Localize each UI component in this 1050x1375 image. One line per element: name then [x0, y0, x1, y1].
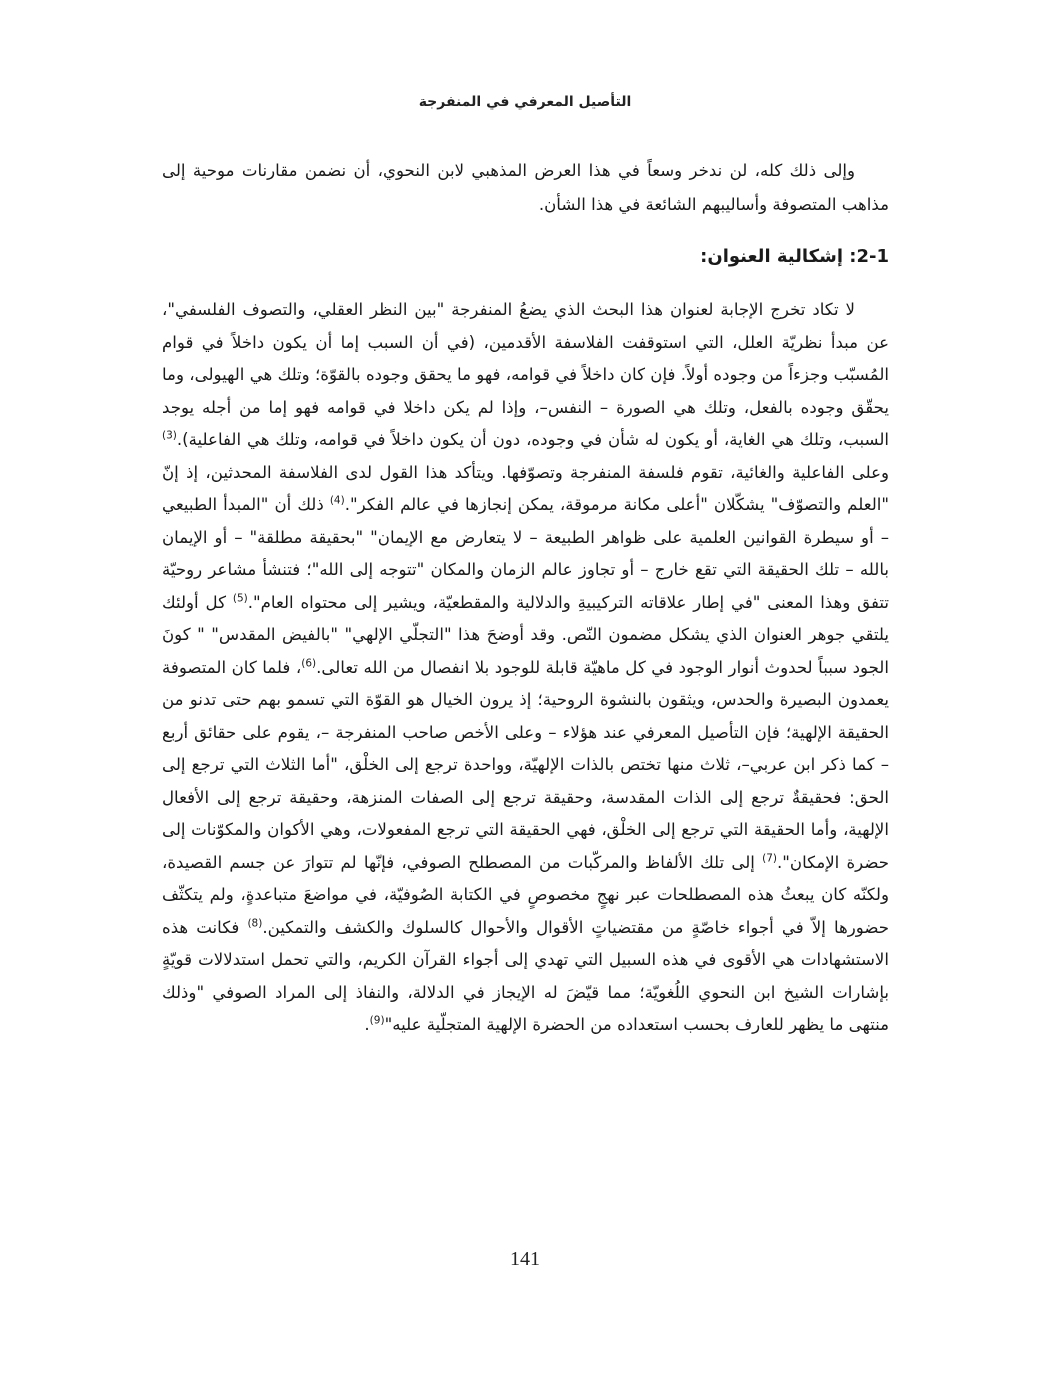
paragraph-text: كل أولئك يلتقي جوهر العنوان الذي يشكل مضمون النّص. وقد أوضحَ هذا "التجلّي الإلهي" "بالفيض المقدس" " كونَ الجود سبباً لحدوث أنوار الوجود في كل ماهيّة قابلة للوجود بلا انفصال من الله تعالى. — [162, 592, 889, 677]
footnote-ref-7[interactable]: (7) — [762, 851, 777, 864]
footnote-ref-3[interactable]: (3) — [162, 429, 177, 442]
section-heading: 2-1: إشكالية العنوان: — [700, 246, 889, 267]
paragraph-text: إلى تلك الألفاظ والمركّبات من المصطلح الصوفي، فإنّها لم تتوارَ عن جسم القصيدة، ولكنّه كان يبعثُ هذه المصطلحات عبر نهجٍ مخصوصٍ في الكتابة الصُوفيّة، في مواضعَ متباعدةٍ، ولم يتكثّف حضورها إلاّ في أجواء خاصّةٍ من مقتضياتٍ الأقوال والأحوال كالسلوك والكشف والتمكين. — [162, 852, 889, 937]
intro-section — [162, 154, 889, 222]
footnote-ref-6[interactable]: (6) — [301, 656, 317, 669]
intro-paragraph: وإلى ذلك كله، لن ندخر وسعاً في هذا العرض المذهبي لابن النحوي، أن نضمن مقارنات موحية إلى مذاهب المتصوفة وأساليبهم الشائعة في هذا الشأن. — [162, 161, 889, 214]
footnote-ref-4[interactable]: (4) — [329, 494, 345, 507]
paragraph-text: فكانت هذه الاستشهادات هي الأقوى في هذه السبيل التي تهدي إلى أجواء القرآن الكريم، والتي تحمل استدلالات قويّةٍ بإشارات الشيخ ابن النحوي اللُغويّة؛ مما قيّضَ له الإيجاز في الدلالة، والنفاذ إلى المراد الصوفي "وذلك منتهى ما يظهر للعارف بحسب استعداده من الحضرة الإلهية المتجلّية عليه" — [162, 917, 889, 1034]
paragraph-text: . — [364, 1015, 370, 1034]
main-section — [162, 294, 889, 1042]
main-paragraph — [162, 294, 889, 1042]
footnote-ref-5[interactable]: (5) — [232, 591, 248, 604]
footnote-ref-9[interactable]: (9) — [369, 1014, 385, 1027]
paragraph-text: لا تكاد تخرج الإجابة لعنوان هذا البحث الذي يضعُ المنفرجة "بين النظر العقلي، والتصوف الفلسفي"، عن مبدأ نظريّة العلل، التي استوقفت الفلاسفة الأقدمين، (في أن السبب إما أن يكون داخلاً في قوام المُسبّب وجزءاً من وجوده أولاً. فإن كان داخلاً في قوامه، فهو ما يحقق وجوده بالقوّة؛ وتلك هي الهيولى، وما يحقّق وجوده بالفعل، وتلك هي الصورة – النفس–، وإذا لم يكن داخلا في قوامه فهو إما من أجله يوجد السبب، وتلك هي الغاية، أو يكون له شأن في وجوده، دون أن يكون داخلاً في قوامه، وتلك هي الفاعلية). — [162, 300, 889, 449]
page-number: 141 — [510, 1248, 540, 1270]
paragraph-text: ذلك أن "المبدأ الطبيعي – أو سيطرة القوانين العلمية على ظواهر الطبيعة – لا يتعارض مع الإيمان" "بحقيقة مطلقة" – أو الإيمان بالله – تلك الحقيقة التي تقع خارج – أو تجاوز عالم الزمان والمكان "تتوجه إلى الله"؛ فتنشأ مشاعر روحيّة تتفق وهذا المعنى "في إطار علاقاته التركيبيةِ والدلالية والمقطعيّة، ويشير إلى محتواه العام". — [162, 495, 889, 612]
running-header: التأصيل المعرفي في المنفرجة — [418, 94, 632, 110]
paragraph-text: وعلى الفاعلية والغائية، تقوم فلسفة المنفرجة وتصوّفها. ويتأكد هذا القول لدى الفلاسفة المحدثين، إذ إنّ "العلم والتصوّف" يشكّلان "أعلى مكانة مرموقة، يمكن إنجازها في عالم الفكر". — [162, 462, 889, 514]
paragraph-text: ، فلما كان المتصوفة يعمدون البصيرة والحدس، ويثقون بالنشوة الروحية؛ إذ يرون الخيال هو القوّة التي تسمو بهم حتى تدنو من الحقيقة الإلهية؛ فإن التأصيل المعرفي عند هؤلاء – وعلى الأخص صاحب المنفرجة –، يقوم على حقائق أربع – كما ذكر ابن عربي–، ثلاث منها تختص بالذات الإلهيّة، وواحدة ترجع إلى الخلْق، "أما الثلاث التي ترجع إلى الحق: فحقيقةٌ ترجع إلى الذات المقدسة، وحقيقة ترجع إلى الصفات المنزهة، وحقيقة ترجع إلى الأفعال الإلهية، وأما الحقيقة التي ترجع إلى الخلْق، فهي الحقيقة التي ترجع المفعولات، وهي الأكوان والمكوّنات إلى حضرة الإمكان". — [162, 657, 889, 872]
footnote-ref-8[interactable]: (8) — [247, 916, 263, 929]
